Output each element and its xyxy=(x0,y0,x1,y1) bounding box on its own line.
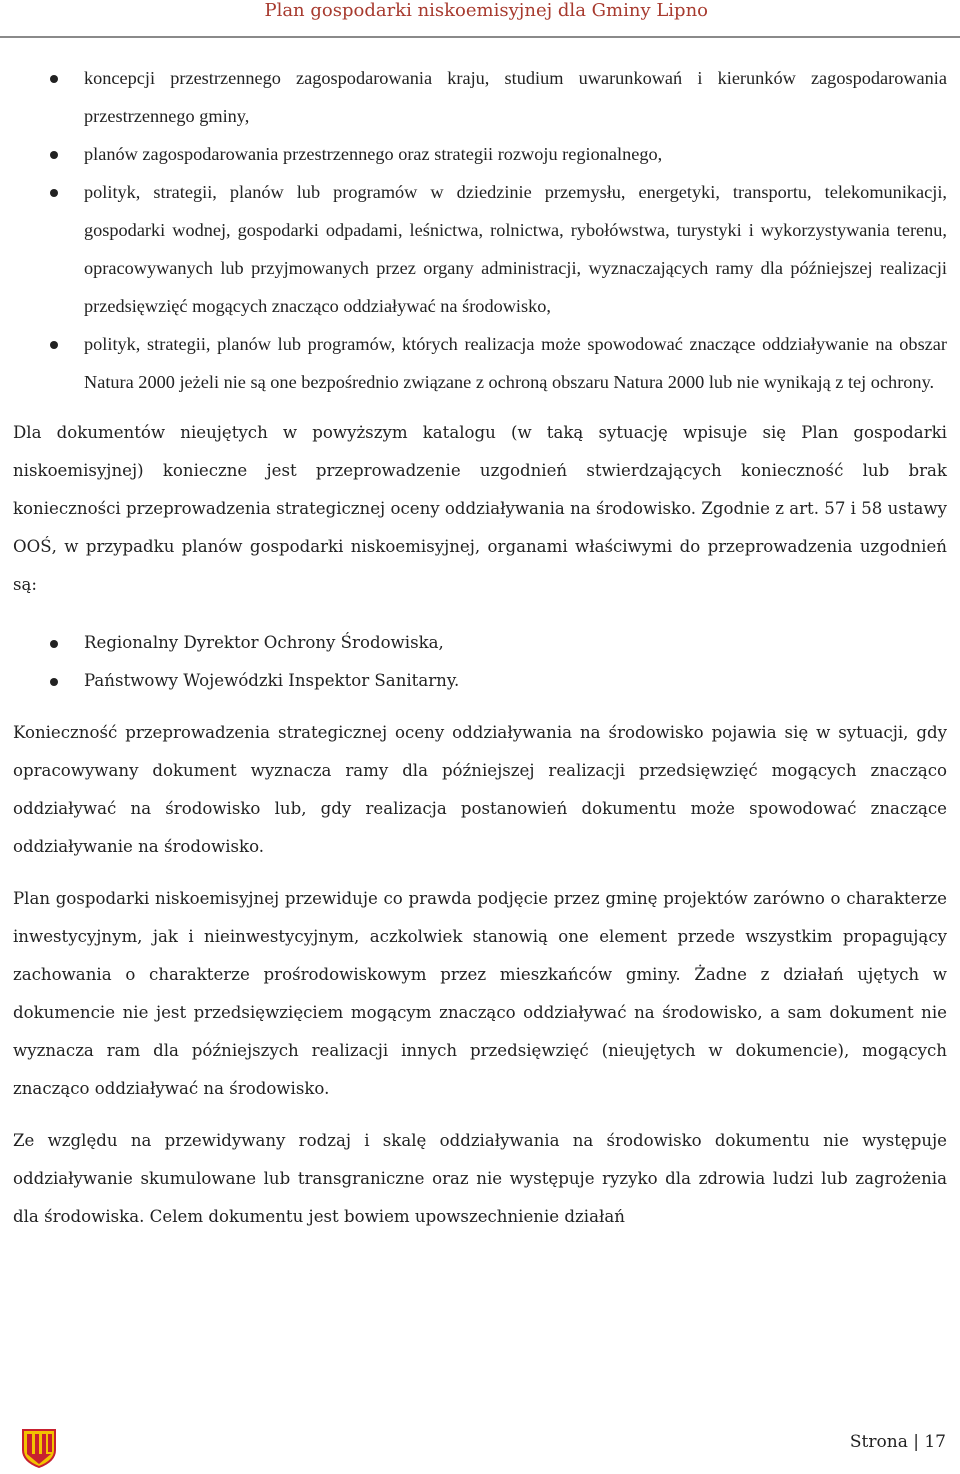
page-header xyxy=(0,0,960,38)
list-item: Regionalny Dyrektor Ochrony Środowiska, xyxy=(13,624,947,662)
page-number: Strona | 17 xyxy=(849,1432,946,1452)
list-item: polityk, strategii, planów lub programów, których realizacja może spowodować znaczące oddziaływanie na obszar Natura 2000 jeżeli nie są one bezpośrednio związane z ochroną obszaru Natura 2000 lub nie wynikają z tej ochrony. xyxy=(13,325,947,401)
list-item: planów zagospodarowania przestrzennego oraz strategii rozwoju regionalnego, xyxy=(13,135,947,173)
bullet-list-documents xyxy=(13,59,947,401)
bullet-list-authorities xyxy=(13,624,947,700)
list-item: polityk, strategii, planów lub programów w dziedzinie przemysłu, energetyki, transportu, telekomunikacji, gospodarki wodnej, gospodarki odpadami, leśnictwa, rolnictwa, rybołówstwa, turystyki i wykorzystywania terenu, opracowywanych lub przyjmowanych przez organy administracji, wyznaczających ramy dla późniejszej realizacji przedsięwzięć mogących znacząco oddziaływać na środowisko, xyxy=(13,173,947,325)
header-title: Plan gospodarki niskoemisyjnej dla Gminy Lipno xyxy=(264,0,708,21)
gmina-coat-of-arms-icon xyxy=(21,1428,57,1468)
paragraph: Plan gospodarki niskoemisyjnej przewiduje co prawda podjęcie przez gminę projektów zarówno o charakterze inwestycyjnym, jak i nieinwestycyjnym, aczkolwiek stanowią one element przede wszystkim propagujący zachowania o charakterze prośrodowiskowym przez mieszkańców gminy. Żadne z działań ujętych w dokumencie nie jest przedsięwzięciem mogącym znacząco oddziaływać na środowisko, a sam dokument nie wyznacza ram dla późniejszych realizacji innych przedsięwzięć (nieujętych w dokumencie), mogących znacząco oddziaływać na środowisko. xyxy=(13,889,947,1098)
list-item: koncepcji przestrzennego zagospodarowania kraju, studium uwarunkowań i kierunków zagospodarowania przestrzennego gminy, xyxy=(13,59,947,135)
paragraph: Dla dokumentów nieujętych w powyższym katalogu (w taką sytuację wpisuje się Plan gospodarki niskoemisyjnej) konieczne jest przeprowadzenie uzgodnień stwierdzających konieczność lub brak konieczności przeprowadzenia strategicznej oceny oddziaływania na środowisko. Zgodnie z art. 57 i 58 ustawy OOŚ, w przypadku planów gospodarki niskoemisyjnej, organami właściwymi do przeprowadzenia uzgodnień są: xyxy=(13,423,947,594)
paragraph: Ze względu na przewidywany rodzaj i skalę oddziaływania na środowisko dokumentu nie występuje oddziaływanie skumulowane lub transgraniczne oraz nie występuje ryzyko dla zdrowia ludzi lub zagrożenia dla środowiska. Celem dokumentu jest bowiem upowszechnienie działań xyxy=(13,1131,947,1226)
paragraph: Konieczność przeprowadzenia strategicznej oceny oddziaływania na środowisko pojawia się w sytuacji, gdy opracowywany dokument wyznacza ramy dla późniejszej realizacji przedsięwzięć mogących znacząco oddziaływać na środowisko lub, gdy realizacja postanowień dokumentu może spowodować znaczące oddziaływanie na środowisko. xyxy=(13,723,947,856)
page-content xyxy=(13,59,947,1236)
list-item: Państwowy Wojewódzki Inspektor Sanitarny. xyxy=(13,662,947,700)
